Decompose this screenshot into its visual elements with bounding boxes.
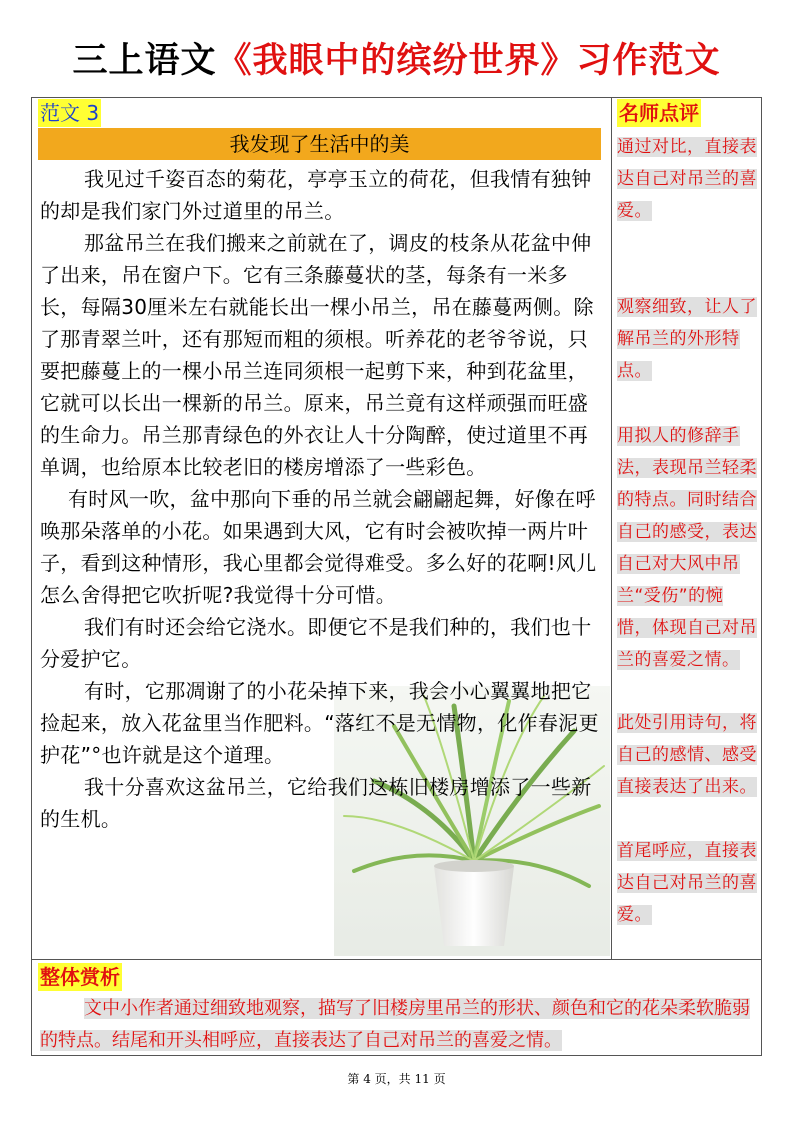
- comment-item: [617, 131, 757, 227]
- summary-label: 整体赏析: [40, 965, 120, 989]
- title-subject: 三上语文: [72, 41, 217, 81]
- title-topic: 《我眼中的缤纷世界》习作范文: [216, 41, 721, 81]
- comments-label: 名师点评: [619, 101, 699, 125]
- comment-text: 此处引用诗句，将自己的感情、感受直接表达了出来。: [617, 713, 757, 797]
- essay-paragraph: 我见过千姿百态的菊花，亭亭玉立的荷花，但我情有独钟的却是我们家门外过道里的吊兰。: [40, 167, 592, 223]
- comment-text: 通过对比，直接表达自己对吊兰的喜爱。: [617, 137, 757, 221]
- essay-heading: 我发现了生活中的美: [38, 128, 601, 160]
- column-divider: [611, 97, 612, 960]
- comment-item: [617, 291, 757, 387]
- summary-text: 文中小作者通过细致地观察，描写了旧楼房里吊兰的形状、颜色和它的花朵柔软脆弱的特点。结尾和开头相呼应，直接表达了自己对吊兰的喜爱之情。: [40, 998, 750, 1051]
- essay-label: 范文 3: [40, 101, 100, 125]
- comment-item: [617, 707, 757, 803]
- page-title: [0, 36, 793, 86]
- essay-paragraph: 有时风一吹，盆中那向下垂的吊兰就会翩翩起舞，好像在呼唤那朵落单的小花。如果遇到大风，它有时会被吹掉一两片叶子，看到这种情形，我心里都会觉得难受。多么好的花啊!风儿怎么舍得把它吹折呢?我觉得十分可惜。: [40, 487, 597, 607]
- essay-body: [40, 163, 606, 835]
- comment-item: [617, 420, 757, 676]
- comment-item: [617, 835, 757, 931]
- essay-paragraph: 我们有时还会给它浇水。即便它不是我们种的，我们也十分爱护它。: [40, 615, 592, 671]
- page-footer: 第 4 页，共 11 页: [347, 1072, 446, 1086]
- comment-text: 观察细致，让人了解吊兰的外形特点。: [617, 297, 757, 381]
- essay-paragraph: 我十分喜欢这盆吊兰，它给我们这栋旧楼房增添了一些新的生机。: [40, 775, 592, 831]
- essay-paragraph: 有时，它那凋谢了的小花朵掉下来，我会小心翼翼地把它捡起来，放入花盆里当作肥料。“落红不是无情物，化作春泥更护花”°也许就是这个道理。: [40, 679, 599, 767]
- essay-paragraph: 那盆吊兰在我们搬来之前就在了，调皮的枝条从花盆中伸了出来，吊在窗户下。它有三条藤蔓状的茎，每条有一米多长，每隔30厘米左右就能长出一棵小吊兰，吊在藤蔓两侧。除了那青翠兰叶，还有那短而粗的须根。听养花的老爷爷说，只要把藤蔓上的一棵小吊兰连同须根一起剪下来，种到花盆里，它就可以长出一棵新的吊兰。原来，吊兰竟有这样顽强而旺盛的生命力。吊兰那青绿色的外衣让人十分陶醉，使过道里不再单调，也给原本比较老旧的楼房增添了一些彩色。: [40, 231, 594, 479]
- comment-text: 首尾呼应，直接表达自己对吊兰的喜爱。: [617, 841, 757, 925]
- comment-text: 用拟人的修辞手法，表现吊兰轻柔的特点。同时结合自己的感受，表达自己对大风中吊兰“受伤”的惋惜，体现自己对吊兰的喜爱之情。: [617, 426, 757, 670]
- summary-text-block: [40, 993, 758, 1057]
